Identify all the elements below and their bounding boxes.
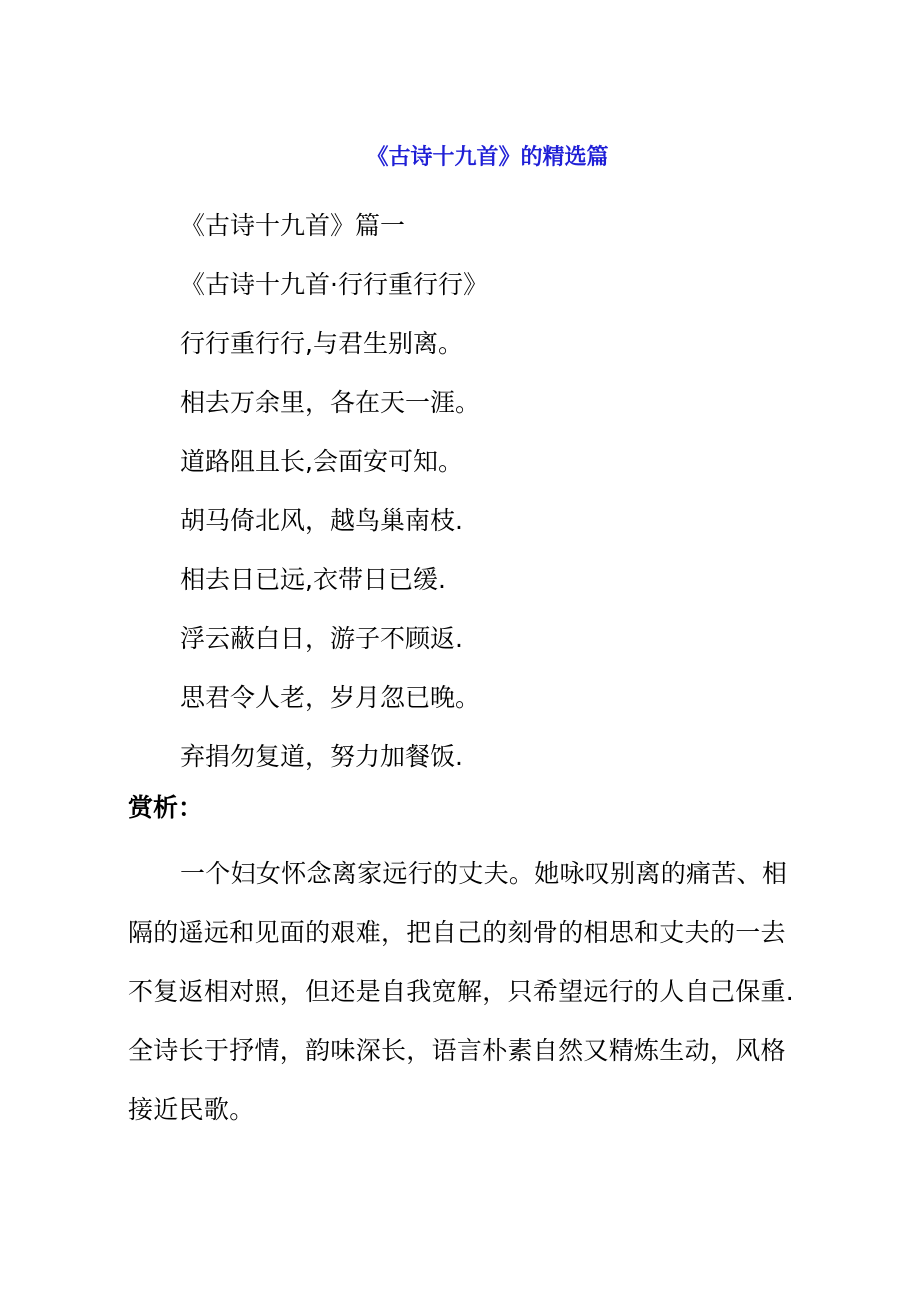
poem-line: 相去日已远,衣带日已缓.	[180, 565, 446, 594]
poem-section	[180, 196, 820, 786]
analysis-line: 不复返相对照，但还是自我宽解，只希望远行的人自己保重.	[128, 977, 795, 1006]
poem-line: 思君令人老，岁月忽已晚。	[180, 683, 481, 712]
analysis-paragraph	[128, 844, 800, 1139]
analysis-line: 全诗长于抒情，韵味深长，语言朴素自然又精炼生动，风格	[128, 1036, 786, 1065]
analysis-line: 一个妇女怀念离家远行的丈夫。她咏叹别离的痛苦、相	[180, 859, 788, 888]
poem-line: 浮云蔽白日，游子不顾返.	[180, 624, 463, 653]
analysis-line: 接近民歌。	[128, 1095, 255, 1124]
poem-line: 相去万余里，各在天一涯。	[180, 388, 481, 417]
poem-title: 《古诗十九首·行行重行行》	[180, 270, 488, 299]
poem-line: 道路阻且长,会面安可知。	[180, 447, 463, 476]
poem-line: 行行重行行,与君生别离。	[180, 329, 463, 358]
analysis-heading: 赏析：	[128, 793, 204, 822]
section-heading: 《古诗十九首》篇一	[180, 211, 406, 240]
document-title: 《古诗十九首》的精选篇	[366, 145, 609, 170]
analysis-line: 隔的遥远和见面的艰难，把自己的刻骨的相思和丈夫的一去	[128, 918, 786, 947]
poem-line: 弃捐勿复道，努力加餐饭.	[180, 742, 463, 771]
poem-line: 胡马倚北风，越鸟巢南枝.	[180, 506, 463, 535]
